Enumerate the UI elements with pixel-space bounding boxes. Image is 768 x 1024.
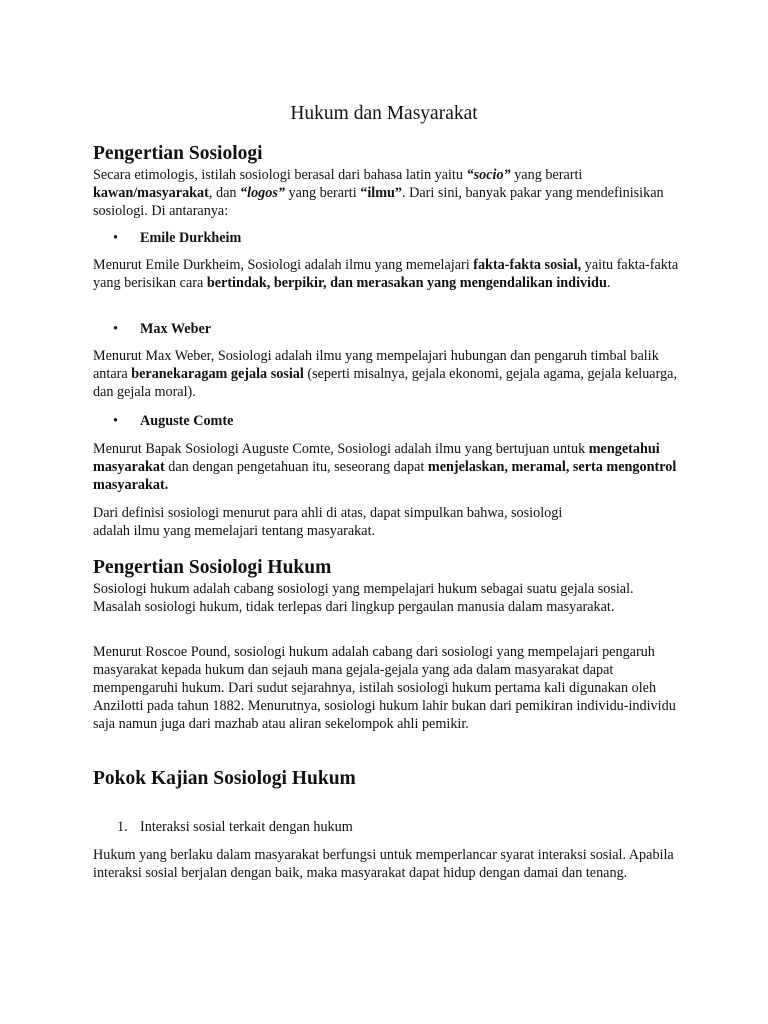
paragraph-definisi: Sosiologi hukum adalah cabang sosiologi yang mempelajari hukum sebagai suatu gejala sosial. Masalah sosiologi hukum, tidak terlepas dari lingkup pergaulan manusia dalam masyarakat. <box>93 581 634 615</box>
paragraph-etimologi: Secara etimologis, istilah sosiologi berasal dari bahasa latin yaitu “socio” yang berarti kawan/masyarakat, dan “logos” yang berarti “ilmu”. Dari sini, banyak pakar yang mendefinisikan sosiologi. Di antaranya: <box>93 167 664 219</box>
document-title: Hukum dan Masyarakat <box>290 103 478 124</box>
section-pokok-kajian <box>93 767 683 791</box>
section-sosiologi <box>93 142 683 220</box>
list-item: • Emile Durkheim <box>113 230 242 246</box>
heading-pengertian-sosiologi: Pengertian Sosiologi <box>93 143 263 164</box>
list-item-label: Interaksi sosial terkait dengan hukum <box>140 819 353 835</box>
bullet-icon: • <box>113 413 118 429</box>
numbered-list-item <box>117 818 353 836</box>
paragraph-comte: Menurut Bapak Sosiologi Auguste Comte, Sosiologi adalah ilmu yang bertujuan untuk mengetahui masyarakat dan dengan pengetahuan itu, seseorang dapat menjelaskan, meramal, serta mengontrol masyarakat. <box>93 441 677 493</box>
list-item: • Auguste Comte <box>113 413 234 429</box>
heading-pengertian-sosiologi-hukum: Pengertian Sosiologi Hukum <box>93 557 332 578</box>
heading-pokok-kajian: Pokok Kajian Sosiologi Hukum <box>93 768 356 789</box>
paragraph-roscoe-pound: Menurut Roscoe Pound, sosiologi hukum adalah cabang dari sosiologi yang mempelajari pengaruh masyarakat kepada hukum dan sejauh mana gejala-gejala yang ada dalam masyarakat dapat mempengaruhi hukum. Dari sudut sejarahnya, istilah sosiologi hukum pertama kali digunakan oleh Anzilotti pada tahun 1882. Menurutnya, sosiologi hukum lahir bukan dari pemikiran individu-individu saja namun juga dari mazhab atau aliran sekelompok ahli pemikir. <box>93 644 676 732</box>
section-sosiologi-hukum <box>93 556 683 616</box>
paragraph-weber: Menurut Max Weber, Sosiologi adalah ilmu yang mempelajari hubungan dan pengaruh timbal balik antara beranekaragam gejala sosial (seperti misalnya, gejala ekonomi, gejala agama, gejala keluarga, dan gejala moral). <box>93 348 677 400</box>
paragraph-conclusion: Dari definisi sosiologi menurut para ahli di atas, dapat simpulkan bahwa, sosiologi adalah ilmu yang memelajari tentang masyarakat. <box>93 505 563 539</box>
bullet-icon: • <box>113 230 118 246</box>
list-number: 1. <box>117 819 128 835</box>
paragraph-interaksi: Hukum yang berlaku dalam masyarakat berfungsi untuk memperlancar syarat interaksi sosial. Apabila interaksi sosial berjalan dengan baik, maka masyarakat dapat hidup dengan damai dan tenang. <box>93 847 674 881</box>
list-item: • Max Weber <box>113 321 212 337</box>
bullet-icon: • <box>113 321 118 337</box>
paragraph-durkheim: Menurut Emile Durkheim, Sosiologi adalah ilmu yang memelajari fakta-fakta sosial, yaitu fakta-fakta yang berisikan cara bertindak, berpikir, dan merasakan yang mengendalikan individu. <box>93 257 679 291</box>
